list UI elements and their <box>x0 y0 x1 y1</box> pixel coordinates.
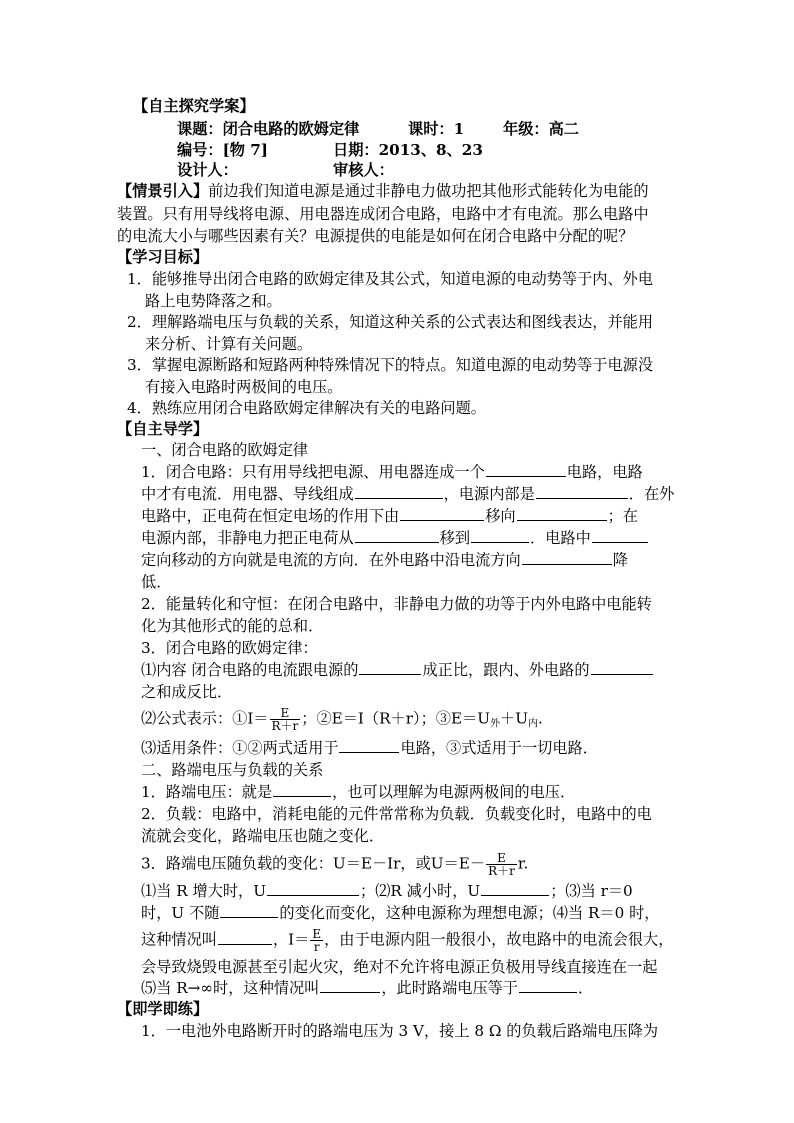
fraction-numerator: E <box>312 927 322 941</box>
q6c: ，由于电源内阻一般很小，故电路中的电流会很大， <box>324 930 674 949</box>
q8b: ，此时路端电压等于 <box>381 979 519 997</box>
p3-3b: 电路，③式适用于一切电路． <box>400 739 598 757</box>
q1a: 1．路端电压：就是 <box>141 783 273 801</box>
date-label: 日期：2013、8、23 <box>333 141 483 159</box>
q5a: 时，U 不随 <box>141 904 220 922</box>
blank-field[interactable] <box>519 978 577 993</box>
blank-field[interactable] <box>471 528 529 543</box>
intro-text-1: 前边我们知道电源是通过非静电力做功把其他形式能转化为电能的 <box>208 182 649 200</box>
fraction-e-over-r-plus-r <box>270 707 301 732</box>
blank-field[interactable] <box>220 903 278 918</box>
subscript-outer: 外 <box>490 718 501 730</box>
formula-line <box>141 707 543 736</box>
p1-4a: 电源内部，非静电力把正电荷从 <box>141 529 354 547</box>
fraction-e-over-r <box>310 928 323 953</box>
q3a: 3．路端电压随负载的变化：U＝E－Ir，或U＝E－ <box>141 854 486 873</box>
p1-1b: 电路，电路 <box>566 463 643 481</box>
p3-content-line-1 <box>141 659 654 681</box>
q5-line <box>141 902 659 924</box>
blank-field[interactable] <box>591 660 653 675</box>
topic-label: 课题：闭合电路的欧姆定律 <box>177 120 360 138</box>
blank-field[interactable] <box>339 738 399 753</box>
p1-line-3 <box>141 505 638 527</box>
blank-field[interactable] <box>355 484 443 499</box>
p1-line-1 <box>141 461 643 483</box>
q3b: r. <box>517 854 529 873</box>
formula-2: ；②E＝I（R＋r）；③E＝U <box>301 709 491 728</box>
p2-line-2: 化为其他形式的能的总和． <box>141 617 324 635</box>
q1b: ，也可以理解为电源两极间的电压． <box>332 783 576 801</box>
practice-heading: 【即学即练】 <box>117 1000 209 1018</box>
grade-label: 年级：高二 <box>503 120 579 138</box>
code-label: 编号：[物 7] <box>177 141 268 159</box>
q8c: ． <box>578 979 594 997</box>
fraction-e-over-r-plus-r-2 <box>486 852 517 877</box>
fraction-denominator: R＋r <box>271 719 299 733</box>
formula-3: ＋U <box>500 709 529 728</box>
blank-field[interactable] <box>267 881 359 896</box>
reviewer-label: 审核人： <box>333 161 394 179</box>
q4a: ⑴当 R 增大时，U <box>141 882 267 900</box>
p1-3c: ；在 <box>607 507 638 525</box>
fraction-denominator: r <box>310 940 323 953</box>
fraction-denominator: R＋r <box>488 864 515 878</box>
blank-field[interactable] <box>536 484 628 499</box>
q6b: ，I＝ <box>272 930 310 949</box>
goal-3b: 有接入电路时两极间的电压。 <box>145 378 343 396</box>
doc-title: 【自主探究学案】 <box>133 97 255 115</box>
goal-2a: 2．理解路端电压与负载的关系，知道这种关系的公式表达和图线表达，并能用 <box>127 313 654 331</box>
p1-line-6: 低． <box>141 573 172 591</box>
q5b: 的变化而变化，这种电源称为理想电源；⑷当 R＝0 时， <box>279 904 660 922</box>
p1-5b: 降 <box>612 551 628 569</box>
p3-3a: ⑶适用条件：①②两式适用于 <box>141 739 339 757</box>
blank-field[interactable] <box>517 506 607 521</box>
intro-line-1 <box>117 180 649 202</box>
designer-label: 设计人： <box>177 161 238 179</box>
blank-field[interactable] <box>486 462 566 477</box>
p1-4c: ．电路中 <box>530 529 591 547</box>
goal-3a: 3．掌握电源断路和短路两种特殊情况下的特点。知道电源的电动势等于电源没 <box>127 356 654 374</box>
blank-field[interactable] <box>400 506 484 521</box>
intro-heading: 【情景引入】 <box>117 182 209 200</box>
q4-line <box>141 880 633 902</box>
blank-field[interactable] <box>481 881 549 896</box>
intro-line-2: 装置。只有用导线将电源、用电器连成闭合电路，电路中才有电流。那么电路中 <box>117 205 649 223</box>
p1-line-4 <box>141 527 649 549</box>
p2-line-1: 2．能量转化和守恒：在闭合电路中，非静电力做的功等于内外电路中电能转 <box>141 595 652 613</box>
q6-line <box>141 928 673 953</box>
p1-3b: 移向 <box>485 507 516 525</box>
formula-1: ⑵公式表示：①I＝ <box>141 709 269 728</box>
blank-field[interactable] <box>592 528 648 543</box>
q6a: 这种情况叫 <box>141 930 217 949</box>
p1-line-2 <box>141 483 674 505</box>
goals-heading: 【学习目标】 <box>117 248 209 266</box>
intro-line-3: 的电流大小与哪些因素有关？电源提供的电能是如何在闭合电路中分配的呢？ <box>117 227 634 245</box>
q1-line <box>141 781 575 803</box>
goal-4: 4．熟练应用闭合电路欧姆定律解决有关的电路问题。 <box>127 399 486 417</box>
q8-line <box>141 977 593 999</box>
fraction-numerator: E <box>280 706 290 720</box>
p1-2a: 中才有电流．用电器、导线组成 <box>141 485 354 503</box>
q8a: ⑸当 R→∞时，这种情况叫 <box>141 979 320 997</box>
practice-item-1: 1．一电池外电路断开时的路端电压为 3 V，接上 8 Ω 的负载后路端电压降为 <box>141 1022 659 1040</box>
blank-field[interactable] <box>522 550 612 565</box>
q4c: ；⑶当 r＝0 <box>550 882 633 900</box>
blank-field[interactable] <box>355 528 439 543</box>
blank-field[interactable] <box>320 978 380 993</box>
period-label: 课时：1 <box>408 120 465 138</box>
p1-2b: ，电源内部是 <box>443 485 535 503</box>
p1-1a: 1．闭合电路：只有用导线把电源、用电器连成一个 <box>141 463 485 481</box>
subscript-inner: 内 <box>528 718 539 730</box>
goal-1b: 路上电势降落之和。 <box>145 292 282 310</box>
p3-title: 3．闭合电路的欧姆定律： <box>141 639 318 657</box>
blank-field[interactable] <box>273 782 331 797</box>
q2-line-1: 2．负载：电路中，消耗电能的元件常常称为负载．负载变化时，电路中的电 <box>141 805 652 823</box>
goal-1a: 1．能够推导出闭合电路的欧姆定律及其公式，知道电源的电动势等于内、外电 <box>127 270 654 288</box>
fraction-numerator: E <box>497 851 506 865</box>
p1-5a: 定向移动的方向就是电流的方向．在外电路中沿电流方向 <box>141 551 521 569</box>
p1-3a: 电路中，正电荷在恒定电场的作用下由 <box>141 507 400 525</box>
q4b: ；⑵R 减小时，U <box>360 882 481 900</box>
blank-field[interactable] <box>218 930 272 945</box>
guide-heading: 【自主导学】 <box>117 420 209 438</box>
p3-conditions <box>141 737 598 759</box>
q3-line <box>141 852 528 877</box>
p1-4b: 移到 <box>439 529 470 547</box>
section-1-title: 一、闭合电路的欧姆定律 <box>141 441 309 459</box>
formula-end: . <box>538 709 543 728</box>
q2-line-2: 流就会变化，路端电压也随之变化． <box>141 827 384 845</box>
p3-1a: ⑴内容 闭合电路的电流跟电源的 <box>141 661 359 679</box>
blank-field[interactable] <box>359 660 421 675</box>
goal-2b: 来分析、计算有关问题。 <box>145 335 313 353</box>
section-2-title: 二、路端电压与负载的关系 <box>141 761 324 779</box>
p3-content-line-2: 之和成反比． <box>141 683 233 701</box>
p1-2c: ．在外 <box>628 485 675 503</box>
p1-line-5 <box>141 549 628 571</box>
q7-line: 会导致烧毁电源甚至引起火灾，绝对不允许将电源正负极用导线直接连在一起 <box>141 958 658 976</box>
p3-1b: 成正比，跟内、外电路的 <box>422 661 590 679</box>
